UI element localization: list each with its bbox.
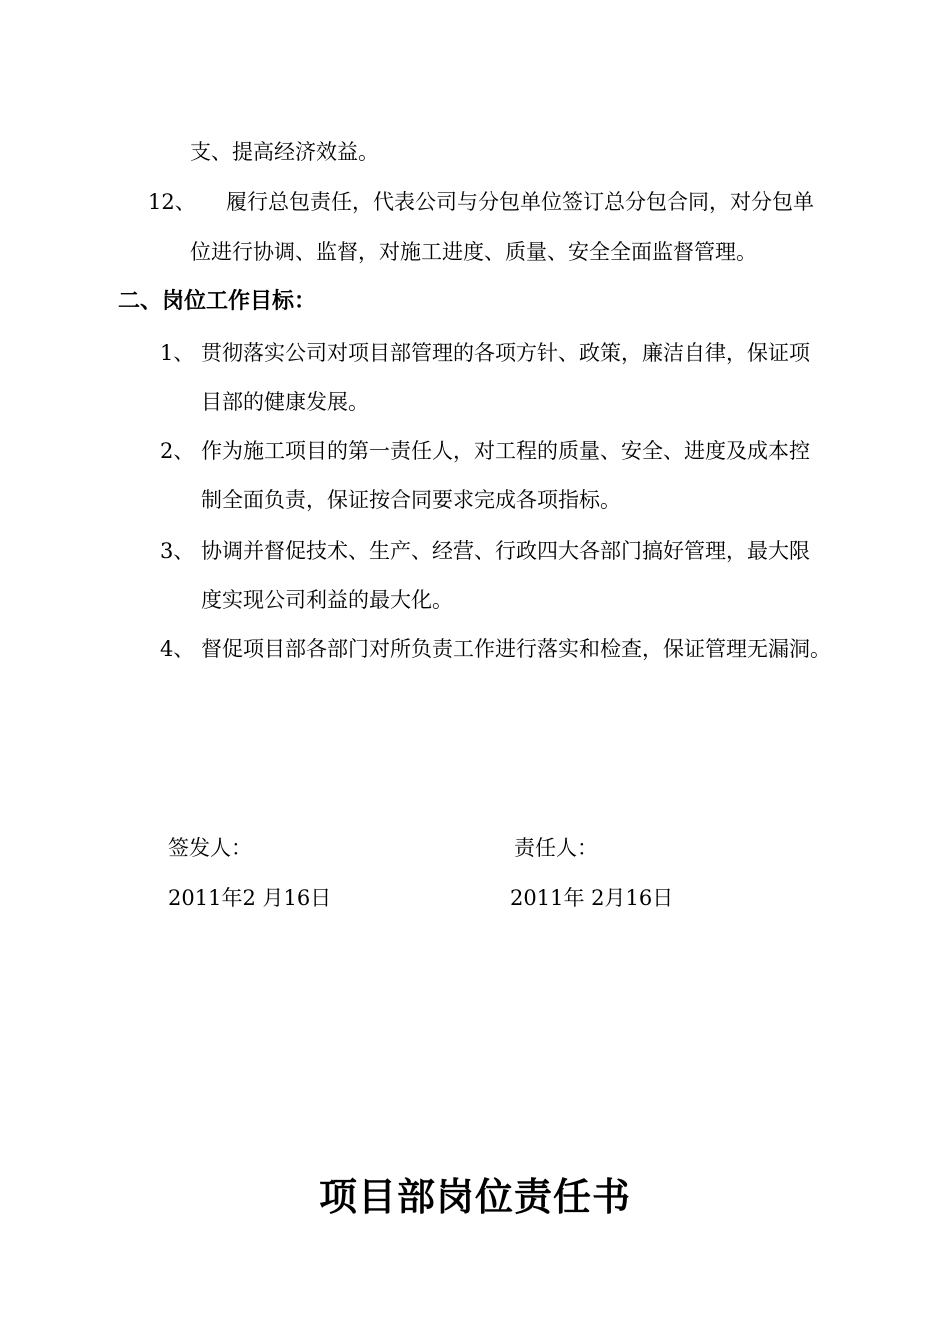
issuer-label: 签发人： [168, 836, 252, 860]
goal-1-line-2: 目部的健康发展。 [201, 390, 369, 414]
item-11-continuation: 支、提高经济效益。 [190, 140, 379, 164]
section-2-heading: 二、岗位工作目标： [118, 289, 317, 314]
goal-2-line-2: 制全面负责，保证按合同要求完成各项指标。 [201, 488, 621, 512]
goal-4-number: 4、 [160, 637, 195, 661]
goal-3-line-2: 度实现公司利益的最大化。 [201, 588, 453, 612]
document-title: 项目部岗位责任书 [318, 1175, 631, 1219]
issuer-date: 2011年2 月16日 [168, 886, 332, 910]
goal-3-number: 3、 [160, 539, 195, 563]
item-12-number: 12、 [148, 190, 196, 214]
goal-1-number: 1、 [160, 341, 195, 365]
goal-1-line-1: 贯彻落实公司对项目部管理的各项方针、政策，廉洁自律，保证项 [201, 341, 810, 365]
item-12-line-1: 履行总包责任，代表公司与分包单位签订总分包合同，对分包单 [226, 190, 814, 214]
goal-2-line-1: 作为施工项目的第一责任人，对工程的质量、安全、进度及成本控 [201, 439, 810, 463]
goal-4-line-1: 督促项目部各部门对所负责工作进行落实和检查，保证管理无漏洞。 [201, 637, 831, 661]
item-12-line-2: 位进行协调、监督，对施工进度、质量、安全全面监督管理。 [190, 240, 757, 264]
responsible-label: 责任人： [514, 836, 598, 860]
responsible-date: 2011年 2月16日 [510, 886, 674, 910]
goal-3-line-1: 协调并督促技术、生产、经营、行政四大各部门搞好管理，最大限 [201, 539, 810, 563]
goal-2-number: 2、 [160, 439, 195, 463]
